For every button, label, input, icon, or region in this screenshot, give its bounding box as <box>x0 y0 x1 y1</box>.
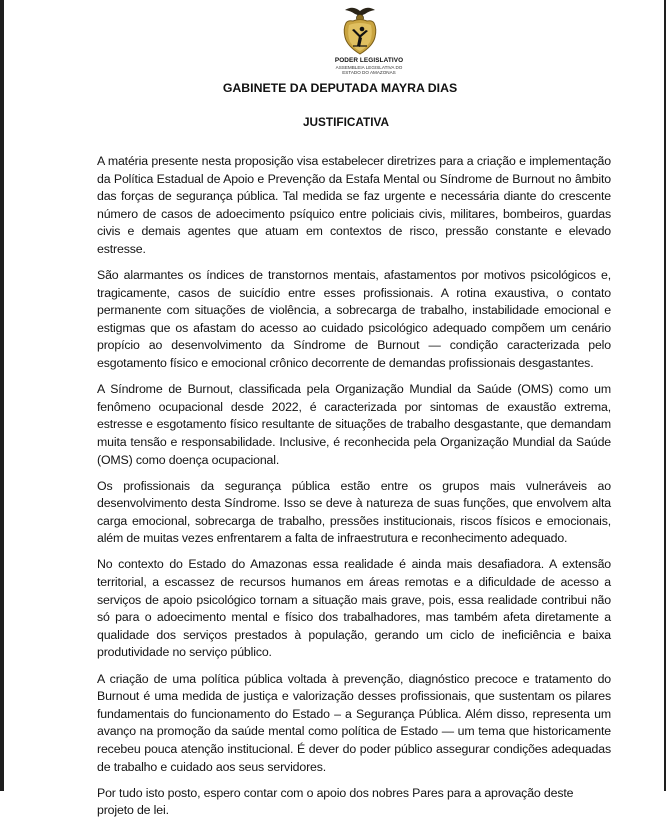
paragraph-2: São alarmantes os índices de transtornos mentais, afastamentos por motivos psicológicos e, tragicamente, casos de suicídio entre esses profissionais. A rotina exaustiva, o contato permanente com situações de violência, a sobrecarga de trabalho, instabilidade emocional e estigmas que os afastam do acesso ao cuidado psicológico adequado compõem um cenário propício ao desenvolvimento da Síndrome de Burnout — condição caracterizada pelo esgotamento físico e emocional crônico decorrente de demandas profissionais desgastantes. <box>97 268 611 371</box>
paragraph-4: Os profissionais da segurança pública estão entre os grupos mais vulneráveis ao desenvolvimento desta Síndrome. Isso se deve à natureza de suas funções, que envolvem alta carga emocional, sobrecarga de trabalho, pressões institucionais, riscos físicos e emocionais, além de muitas vezes enfrentarem a falta de infraestrutura e reconhecimento adequado. <box>97 478 611 546</box>
section-title: JUSTIFICATIVA <box>302 115 390 129</box>
logo-subtitle-line1: ASSEMBLEIA LEGISLATIVA DO <box>335 65 403 70</box>
document-page <box>4 0 664 818</box>
paragraph-1: A matéria presente nesta proposição visa estabelecer diretrizes para a criação e implementação da Política Estadual de Apoio e Prevenção da Estafa Mental ou Síndrome de Burnout no âmbito das forças de segurança pública. Tal medida se faz urgente e necessária diante do crescente número de casos de adoecimento psíquico entre policiais civis, militares, bombeiros, guardas civis e demais agentes que atuam em contextos de risco, pressão constante e elevado estresse. <box>97 154 611 256</box>
paragraph-3: A Síndrome de Burnout, classificada pela Organização Mundial da Saúde (OMS) como um fenômeno ocupacional desde 2022, é caracterizada por sintomas de exaustão extrema, estresse e esgotamento físico resultante de situações de trabalho desgastante, que demandam muita tensão e responsabilidade. Inclusive, é reconhecida pela Organização Mundial da Saúde (OMS) como doença ocupacional. <box>97 382 611 467</box>
justification-body <box>97 153 611 828</box>
office-title: GABINETE DA DEPUTADA MAYRA DIAS <box>222 81 458 95</box>
coat-of-arms-icon <box>335 2 385 57</box>
paragraph-5: No contexto do Estado do Amazonas essa realidade é ainda mais desafiadora. A extensão territorial, a escassez de recursos humanos em áreas remotas e a dificuldade de acesso a serviços de apoio psicológico tornam a situação mais grave, pois, essa realidade contribui não só para o adoecimento mental e físico dos trabalhadores, mas também afeta diretamente a qualidade dos serviços prestados à população, gerando um ciclo de ineficiência e baixa produtividade no serviço público. <box>97 557 611 660</box>
closing-paragraph: Por tudo isto posto, espero contar com o apoio dos nobres Pares para a aprovação deste projeto de lei. <box>97 785 574 818</box>
legislative-logo <box>319 2 419 76</box>
logo-title: PODER LEGISLATIVO <box>334 57 404 64</box>
paragraph-6: A criação de uma política pública voltada à prevenção, diagnóstico precoce e tratamento do Burnout é uma medida de justiça e valorização desses profissionais, que sustentam os pilares fundamentais do funcionamento do Estado – a Segurança Pública. Além disso, representa um avanço na promoção da saúde mental como política de Estado — um tema que historicamente recebeu pouca atenção institucional. É dever do poder público assegurar condições adequadas de trabalho e cuidado aos seus servidores. <box>97 671 611 774</box>
logo-subtitle-line2: ESTADO DO AMAZONAS <box>342 70 396 75</box>
